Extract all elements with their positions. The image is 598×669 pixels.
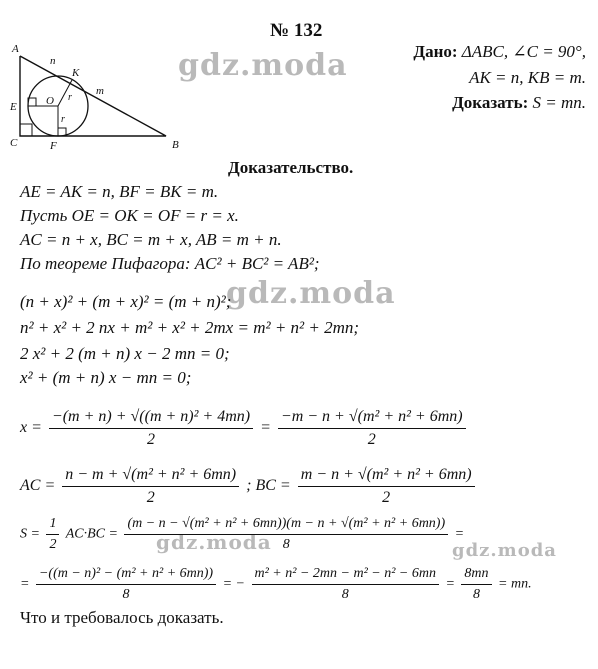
proof-line: 2 x² + 2 (m + n) x − 2 mn = 0; bbox=[20, 344, 230, 363]
given-triangle: ΔABC, ∠C = 90°, bbox=[461, 42, 586, 61]
numerator: 8mn bbox=[461, 566, 491, 585]
vertex-label-f: F bbox=[50, 140, 57, 152]
numerator: n − m + √(m² + n² + 6mn) bbox=[62, 466, 239, 487]
denominator: 8 bbox=[472, 587, 480, 602]
fraction bbox=[298, 466, 475, 507]
formula-area bbox=[20, 516, 464, 553]
triangle-figure bbox=[6, 40, 196, 152]
segment-label-n: n bbox=[50, 55, 56, 67]
equals-sign: = bbox=[445, 576, 455, 592]
proof-line: (n + x)² + (m + x)² = (m + n)²; bbox=[20, 292, 232, 311]
equals-sign: = − bbox=[222, 576, 245, 592]
formula-ac-lhs: AC = bbox=[20, 477, 56, 495]
equals-sign: = bbox=[260, 419, 271, 437]
denominator: 8 bbox=[282, 537, 290, 552]
prove-line bbox=[452, 93, 586, 113]
proof-heading: Доказательство. bbox=[228, 158, 354, 177]
formula-s-lhs: S = bbox=[20, 526, 40, 542]
numerator: −(m + n) + √((m + n)² + 4mn) bbox=[49, 408, 253, 429]
vertex-label-k: K bbox=[72, 67, 80, 79]
proof-line: x² + (m + n) x − mn = 0; bbox=[20, 368, 192, 387]
watermark: gdz.moda bbox=[178, 48, 348, 83]
formula-x-lhs: x = bbox=[20, 419, 42, 437]
segment-label-r1: r bbox=[68, 92, 72, 103]
fraction bbox=[36, 566, 216, 603]
numerator: 1 bbox=[46, 516, 59, 535]
denominator: 2 bbox=[49, 537, 57, 552]
given-line-2: AK = n, KB = m. bbox=[469, 68, 586, 87]
proof-ending: Что и требовалось доказать. bbox=[20, 608, 224, 627]
formula-bc-lhs: ; BC = bbox=[246, 477, 291, 495]
right-angle-mark-c bbox=[20, 124, 32, 136]
proof-line: n² + x² + 2 nx + m² + x² + 2mx = m² + n² + 2mn; bbox=[20, 318, 360, 337]
fraction bbox=[46, 516, 59, 553]
numerator: −((m − n)² − (m² + n² + 6mn)) bbox=[36, 566, 216, 585]
proof-line: AC = n + x, BC = m + x, AB = m + n. bbox=[20, 230, 282, 249]
formula-x bbox=[20, 408, 469, 449]
formula-ac-bc bbox=[20, 466, 478, 507]
formula-result bbox=[20, 566, 532, 603]
prove-statement: S = mn. bbox=[532, 93, 586, 112]
vertex-label-a: A bbox=[12, 43, 19, 55]
fraction bbox=[252, 566, 439, 603]
equals-sign: = bbox=[20, 576, 30, 592]
final-result: = mn. bbox=[498, 576, 532, 592]
segment-label-r2: r bbox=[61, 114, 65, 125]
equals-sign: = bbox=[454, 526, 465, 542]
watermark: gdz.moda bbox=[156, 530, 272, 554]
vertex-label-o: O bbox=[46, 95, 54, 107]
denominator: 8 bbox=[341, 587, 349, 602]
proof-line: Пусть OE = OK = OF = r = x. bbox=[20, 206, 239, 225]
vertex-label-e: E bbox=[10, 101, 17, 113]
numerator: (m − n − √(m² + n² + 6mn))(m − n + √(m² + n² + 6mn)) bbox=[124, 516, 448, 535]
prove-label: Доказать: bbox=[452, 93, 529, 112]
formula-s-mid: AC·BC = bbox=[65, 526, 118, 542]
triangle-abc bbox=[20, 56, 166, 136]
denominator: 2 bbox=[382, 489, 391, 506]
fraction bbox=[124, 516, 448, 553]
fraction bbox=[461, 566, 491, 603]
watermark: gdz.moda bbox=[452, 540, 557, 561]
given-line-1 bbox=[413, 42, 586, 62]
numerator: m − n + √(m² + n² + 6mn) bbox=[298, 466, 475, 487]
given-label: Дано: bbox=[413, 42, 458, 61]
vertex-label-c: C bbox=[10, 137, 18, 149]
segment-label-m: m bbox=[96, 85, 104, 97]
proof-line: AE = AK = n, BF = BK = m. bbox=[20, 182, 219, 201]
denominator: 2 bbox=[147, 431, 155, 448]
watermark: gdz.moda bbox=[226, 276, 396, 311]
fraction bbox=[62, 466, 239, 507]
denominator: 2 bbox=[146, 489, 155, 506]
proof-line: По теореме Пифагора: AC² + BC² = AB²; bbox=[20, 254, 320, 273]
vertex-label-b: B bbox=[172, 139, 179, 151]
denominator: 2 bbox=[367, 431, 376, 448]
fraction bbox=[49, 408, 253, 449]
denominator: 8 bbox=[122, 587, 130, 602]
numerator: m² + n² − 2mn − m² − n² − 6mn bbox=[252, 566, 439, 585]
problem-number: № 132 bbox=[270, 20, 323, 41]
numerator: −m − n + √(m² + n² + 6mn) bbox=[278, 408, 466, 429]
fraction bbox=[278, 408, 466, 449]
